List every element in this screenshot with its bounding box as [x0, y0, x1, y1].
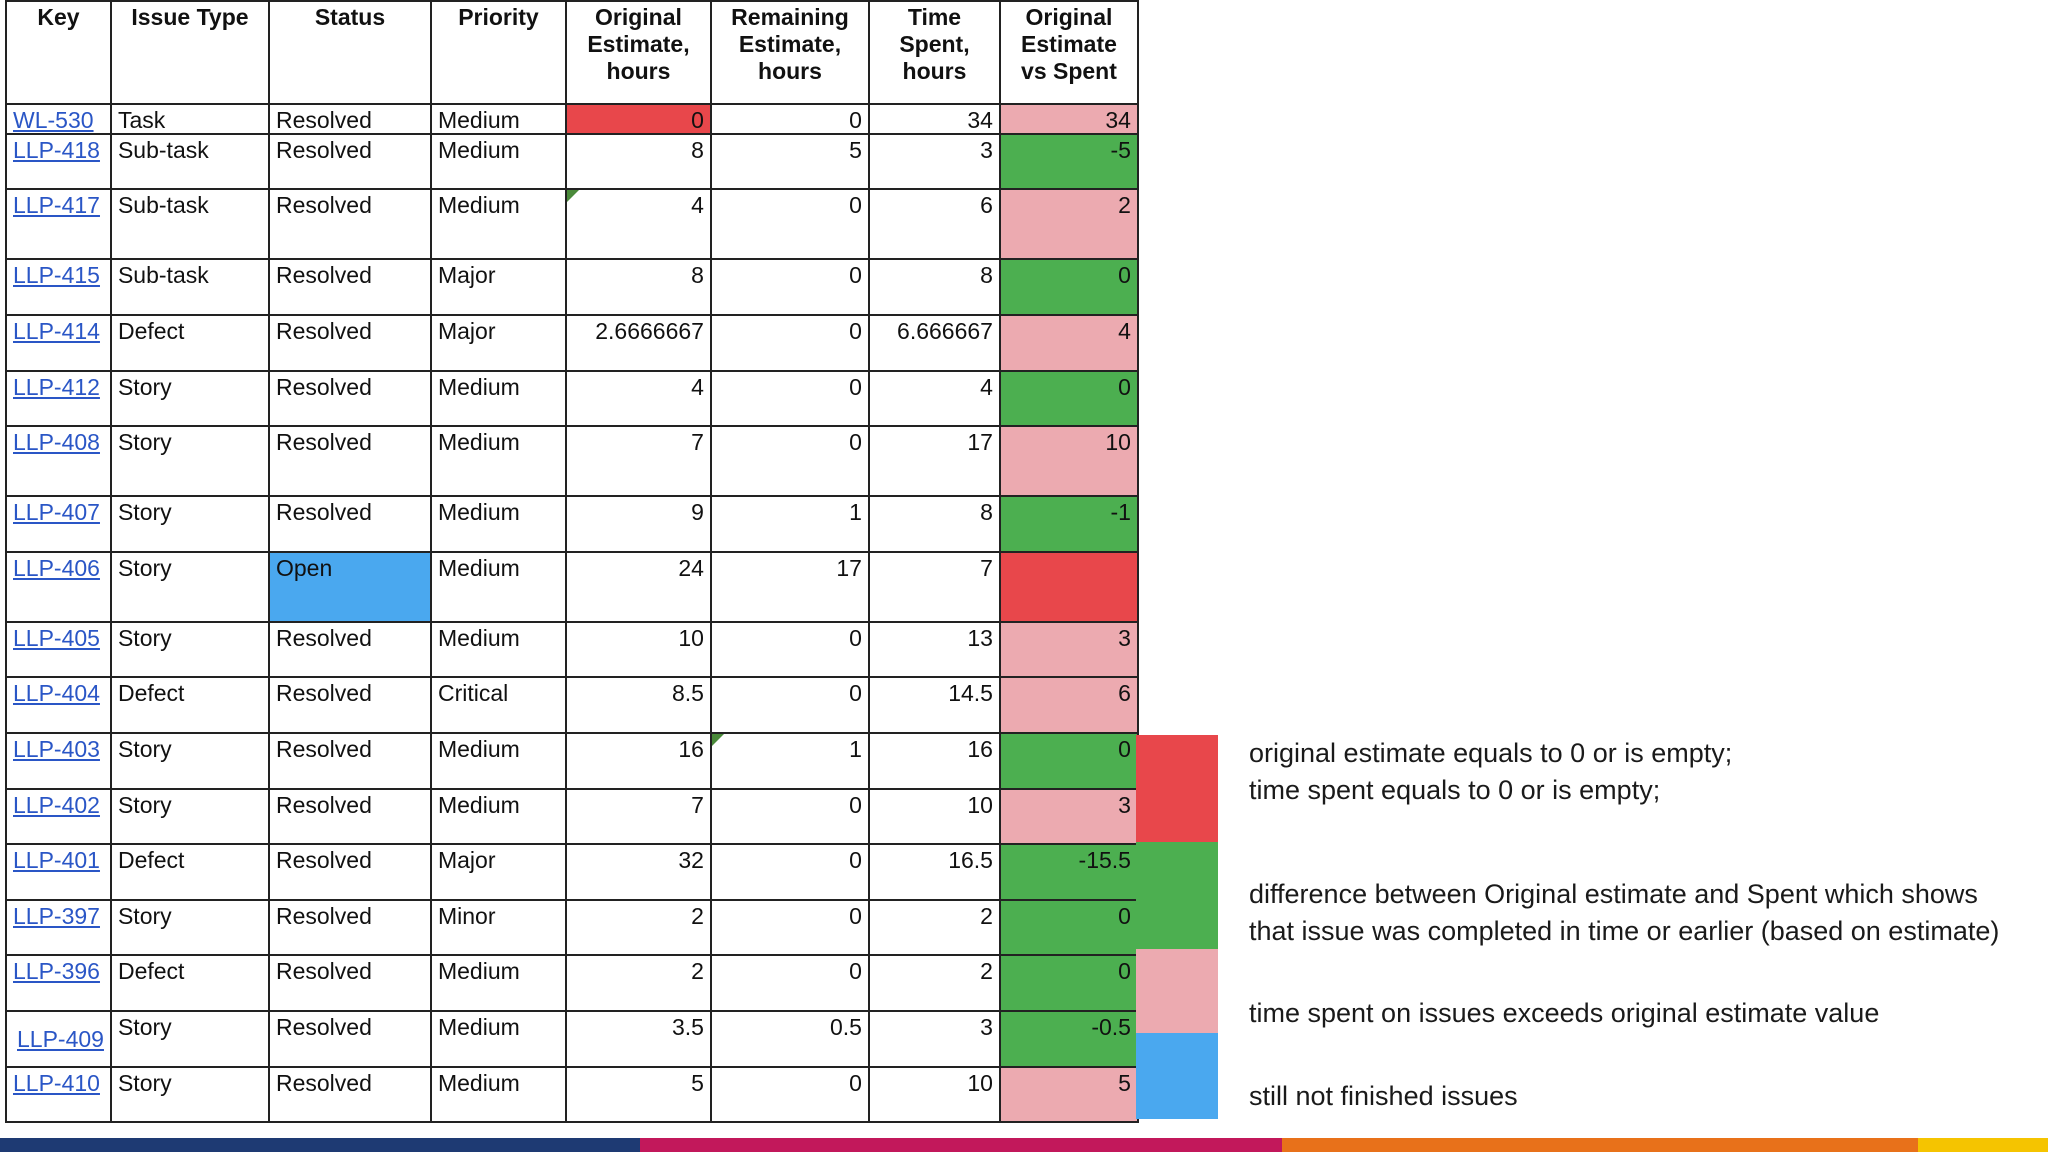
- priority-cell: Medium: [431, 955, 566, 1011]
- band-segment-yellow: [1918, 1138, 2048, 1152]
- estimate-vs-spent-cell: -1: [1000, 496, 1138, 552]
- estimate-vs-spent-cell: [1000, 552, 1138, 622]
- original-estimate-cell: 2: [566, 900, 711, 955]
- priority-cell: Minor: [431, 900, 566, 955]
- legend-swatch-pink: [1136, 949, 1218, 1033]
- issue-key-link[interactable]: LLP-417: [13, 192, 100, 218]
- key-cell: [6, 900, 111, 955]
- estimate-vs-spent-cell: 0: [1000, 900, 1138, 955]
- table-row: [6, 733, 1138, 789]
- table-row: [6, 104, 1138, 134]
- issue-type-cell: Story: [111, 1067, 269, 1122]
- issue-type-cell: Sub-task: [111, 189, 269, 259]
- estimate-vs-spent-cell: -0.5: [1000, 1011, 1138, 1067]
- table-row: [6, 1067, 1138, 1122]
- legend-pink-line-1: time spent on issues exceeds original estimate value: [1249, 998, 1880, 1028]
- time-spent-cell: 14.5: [869, 677, 1000, 733]
- remaining-estimate-cell: 0: [711, 900, 869, 955]
- estimate-vs-spent-cell: 10: [1000, 426, 1138, 496]
- table-row: [6, 677, 1138, 733]
- table-row: [6, 259, 1138, 315]
- estimate-vs-spent-cell: 0: [1000, 955, 1138, 1011]
- time-spent-cell: 2: [869, 900, 1000, 955]
- estimate-vs-spent-cell: 0: [1000, 259, 1138, 315]
- key-cell: [6, 426, 111, 496]
- issue-type-cell: Story: [111, 371, 269, 426]
- table-row: [6, 900, 1138, 955]
- time-spent-cell: 16: [869, 733, 1000, 789]
- issue-type-cell: Defect: [111, 955, 269, 1011]
- original-estimate-cell: 3.5: [566, 1011, 711, 1067]
- key-cell: [6, 1067, 111, 1122]
- issue-key-link[interactable]: LLP-396: [13, 958, 100, 984]
- remaining-estimate-cell: 1: [711, 496, 869, 552]
- key-cell: [6, 622, 111, 677]
- priority-cell: Medium: [431, 426, 566, 496]
- key-cell: [6, 496, 111, 552]
- time-spent-cell: 8: [869, 259, 1000, 315]
- legend-swatch-blue: [1136, 1033, 1218, 1119]
- remaining-estimate-cell: 1: [711, 733, 869, 789]
- issue-type-cell: Story: [111, 426, 269, 496]
- status-cell: Resolved: [269, 104, 431, 134]
- issue-type-cell: Story: [111, 496, 269, 552]
- original-estimate-cell: 2: [566, 955, 711, 1011]
- issue-type-cell: Story: [111, 1011, 269, 1067]
- legend-green-line-1: difference between Original estimate and Spent which shows: [1249, 879, 1978, 909]
- issue-type-cell: Story: [111, 622, 269, 677]
- priority-cell: Medium: [431, 189, 566, 259]
- time-spent-cell: 4: [869, 371, 1000, 426]
- header-issue-type: Issue Type: [111, 1, 269, 104]
- issue-type-cell: Defect: [111, 677, 269, 733]
- status-cell: Resolved: [269, 259, 431, 315]
- remaining-estimate-cell: 0: [711, 259, 869, 315]
- table-row: [6, 622, 1138, 677]
- priority-cell: Medium: [431, 622, 566, 677]
- priority-cell: Major: [431, 259, 566, 315]
- time-spent-cell: 10: [869, 1067, 1000, 1122]
- table-row: [6, 552, 1138, 622]
- legend-red-line-2: time spent equals to 0 or is empty;: [1249, 775, 1661, 805]
- time-spent-cell: 8: [869, 496, 1000, 552]
- table-row: [6, 1011, 1138, 1067]
- issue-key-link[interactable]: LLP-410: [13, 1070, 100, 1096]
- key-cell: [6, 104, 111, 134]
- priority-cell: Medium: [431, 371, 566, 426]
- key-cell: [6, 371, 111, 426]
- issue-key-link[interactable]: LLP-401: [13, 847, 100, 873]
- original-estimate-cell: 8.5: [566, 677, 711, 733]
- original-estimate-cell: 8: [566, 259, 711, 315]
- issue-key-link[interactable]: LLP-412: [13, 374, 100, 400]
- remaining-estimate-cell: 17: [711, 552, 869, 622]
- time-spent-cell: 34: [869, 104, 1000, 134]
- issue-type-cell: Sub-task: [111, 259, 269, 315]
- table-row: [6, 371, 1138, 426]
- remaining-estimate-cell: 0: [711, 189, 869, 259]
- status-cell: Resolved: [269, 371, 431, 426]
- remaining-estimate-cell: 0: [711, 789, 869, 844]
- time-spent-cell: 3: [869, 134, 1000, 189]
- original-estimate-cell: 7: [566, 789, 711, 844]
- original-estimate-cell: 5: [566, 1067, 711, 1122]
- status-cell: Resolved: [269, 677, 431, 733]
- priority-cell: Major: [431, 844, 566, 900]
- original-estimate-cell: 7: [566, 426, 711, 496]
- original-estimate-cell: 4: [566, 371, 711, 426]
- estimate-vs-spent-cell: 6: [1000, 677, 1138, 733]
- status-cell: Resolved: [269, 496, 431, 552]
- legend-text-pink: [1249, 995, 1879, 1032]
- estimate-vs-spent-cell: 2: [1000, 189, 1138, 259]
- time-spent-cell: 13: [869, 622, 1000, 677]
- band-segment-orange: [1282, 1138, 1918, 1152]
- original-estimate-cell: 8: [566, 134, 711, 189]
- legend-text-blue: [1249, 1078, 1518, 1115]
- issue-key-link[interactable]: LLP-402: [13, 792, 100, 818]
- issue-key-link[interactable]: LLP-408: [13, 429, 100, 455]
- table-row: [6, 426, 1138, 496]
- remaining-estimate-cell: 0: [711, 104, 869, 134]
- issue-type-cell: Task: [111, 104, 269, 134]
- key-cell: [6, 844, 111, 900]
- issue-key-link[interactable]: LLP-406: [13, 555, 100, 581]
- header-priority: Priority: [431, 1, 566, 104]
- key-cell: [6, 955, 111, 1011]
- issue-type-cell: Defect: [111, 844, 269, 900]
- remaining-estimate-cell: 0: [711, 622, 869, 677]
- original-estimate-cell: 32: [566, 844, 711, 900]
- status-cell: Resolved: [269, 733, 431, 789]
- time-spent-cell: 6.666667: [869, 315, 1000, 371]
- header-key: Key: [6, 1, 111, 104]
- status-cell: Resolved: [269, 622, 431, 677]
- estimate-vs-spent-cell: 0: [1000, 733, 1138, 789]
- remaining-estimate-cell: 5: [711, 134, 869, 189]
- status-cell: Resolved: [269, 789, 431, 844]
- issue-type-cell: Story: [111, 552, 269, 622]
- header-original-estimate: Original Estimate, hours: [566, 1, 711, 104]
- key-cell: [6, 259, 111, 315]
- estimate-vs-spent-cell: 0: [1000, 371, 1138, 426]
- status-cell: Resolved: [269, 1011, 431, 1067]
- remaining-estimate-cell: 0: [711, 1067, 869, 1122]
- time-spent-cell: 3: [869, 1011, 1000, 1067]
- header-row: [6, 1, 1138, 104]
- remaining-estimate-cell: 0: [711, 677, 869, 733]
- key-cell: [6, 189, 111, 259]
- issue-key-link[interactable]: LLP-405: [13, 625, 100, 651]
- issue-type-cell: Sub-task: [111, 134, 269, 189]
- legend-red-line-1: original estimate equals to 0 or is empty;: [1249, 738, 1733, 768]
- header-time-spent: Time Spent, hours: [869, 1, 1000, 104]
- key-cell: [6, 1011, 111, 1067]
- time-spent-cell: 10: [869, 789, 1000, 844]
- color-legend: [1136, 735, 1218, 1119]
- status-cell: Resolved: [269, 900, 431, 955]
- time-spent-cell: 6: [869, 189, 1000, 259]
- remaining-estimate-cell: 0: [711, 955, 869, 1011]
- table-row: [6, 496, 1138, 552]
- issue-type-cell: Story: [111, 733, 269, 789]
- time-spent-cell: 7: [869, 552, 1000, 622]
- issue-type-cell: Story: [111, 900, 269, 955]
- original-estimate-cell: 9: [566, 496, 711, 552]
- footer-color-band: [0, 1138, 2048, 1152]
- legend-text-red: [1249, 735, 1732, 809]
- estimate-vs-spent-cell: 5: [1000, 1067, 1138, 1122]
- priority-cell: Medium: [431, 789, 566, 844]
- key-cell: [6, 677, 111, 733]
- issue-type-cell: Story: [111, 789, 269, 844]
- key-cell: [6, 552, 111, 622]
- legend-swatch-green: [1136, 842, 1218, 949]
- table-row: [6, 789, 1138, 844]
- priority-cell: Critical: [431, 677, 566, 733]
- priority-cell: Medium: [431, 1011, 566, 1067]
- table-row: [6, 315, 1138, 371]
- original-estimate-cell: 4: [566, 189, 711, 259]
- status-cell: Resolved: [269, 315, 431, 371]
- estimate-vs-spent-cell: -15.5: [1000, 844, 1138, 900]
- priority-cell: Medium: [431, 496, 566, 552]
- priority-cell: Major: [431, 315, 566, 371]
- legend-text-green: [1249, 876, 1999, 950]
- priority-cell: Medium: [431, 134, 566, 189]
- priority-cell: Medium: [431, 104, 566, 134]
- estimate-vs-spent-cell: 4: [1000, 315, 1138, 371]
- status-cell: Resolved: [269, 955, 431, 1011]
- status-cell: Resolved: [269, 134, 431, 189]
- table-row: [6, 189, 1138, 259]
- remaining-estimate-cell: 0: [711, 371, 869, 426]
- priority-cell: Medium: [431, 1067, 566, 1122]
- header-remaining-estimate: Remaining Estimate, hours: [711, 1, 869, 104]
- issue-key-link[interactable]: LLP-409: [17, 1026, 104, 1052]
- header-status: Status: [269, 1, 431, 104]
- issue-key-link[interactable]: LLP-415: [13, 262, 100, 288]
- issue-key-link[interactable]: LLP-404: [13, 680, 100, 706]
- original-estimate-cell: 10: [566, 622, 711, 677]
- status-cell: Resolved: [269, 189, 431, 259]
- key-cell: [6, 315, 111, 371]
- legend-swatch-red: [1136, 735, 1218, 842]
- estimate-vs-spent-cell: -5: [1000, 134, 1138, 189]
- key-cell: [6, 789, 111, 844]
- remaining-estimate-cell: 0: [711, 844, 869, 900]
- priority-cell: Medium: [431, 552, 566, 622]
- status-cell: Resolved: [269, 426, 431, 496]
- estimate-vs-spent-cell: 3: [1000, 789, 1138, 844]
- estimate-vs-spent-cell: 3: [1000, 622, 1138, 677]
- table-row: [6, 844, 1138, 900]
- original-estimate-cell: 2.6666667: [566, 315, 711, 371]
- issue-key-link[interactable]: LLP-418: [13, 137, 100, 163]
- status-cell: Open: [269, 552, 431, 622]
- estimate-vs-spent-cell: 34: [1000, 104, 1138, 134]
- issue-key-link[interactable]: LLP-397: [13, 903, 100, 929]
- legend-blue-line-1: still not finished issues: [1249, 1081, 1518, 1111]
- remaining-estimate-cell: 0.5: [711, 1011, 869, 1067]
- status-cell: Resolved: [269, 1067, 431, 1122]
- remaining-estimate-cell: 0: [711, 426, 869, 496]
- table-row: [6, 134, 1138, 189]
- time-spent-cell: 17: [869, 426, 1000, 496]
- legend-green-line-2: that issue was completed in time or earlier (based on estimate): [1249, 916, 2000, 946]
- original-estimate-cell: 24: [566, 552, 711, 622]
- key-cell: [6, 733, 111, 789]
- issues-table: [5, 0, 1139, 1123]
- remaining-estimate-cell: 0: [711, 315, 869, 371]
- issue-key-link[interactable]: LLP-403: [13, 736, 100, 762]
- original-estimate-cell: 0: [566, 104, 711, 134]
- band-segment-navy: [0, 1138, 640, 1152]
- priority-cell: Medium: [431, 733, 566, 789]
- header-estimate-vs-spent: Original Estimate vs Spent: [1000, 1, 1138, 104]
- issue-key-link[interactable]: WL-530: [13, 107, 94, 133]
- key-cell: [6, 134, 111, 189]
- time-spent-cell: 2: [869, 955, 1000, 1011]
- issue-key-link[interactable]: LLP-407: [13, 499, 100, 525]
- issue-type-cell: Defect: [111, 315, 269, 371]
- table-row: [6, 955, 1138, 1011]
- issue-key-link[interactable]: LLP-414: [13, 318, 100, 344]
- time-spent-cell: 16.5: [869, 844, 1000, 900]
- status-cell: Resolved: [269, 844, 431, 900]
- original-estimate-cell: 16: [566, 733, 711, 789]
- band-segment-crimson: [640, 1138, 1282, 1152]
